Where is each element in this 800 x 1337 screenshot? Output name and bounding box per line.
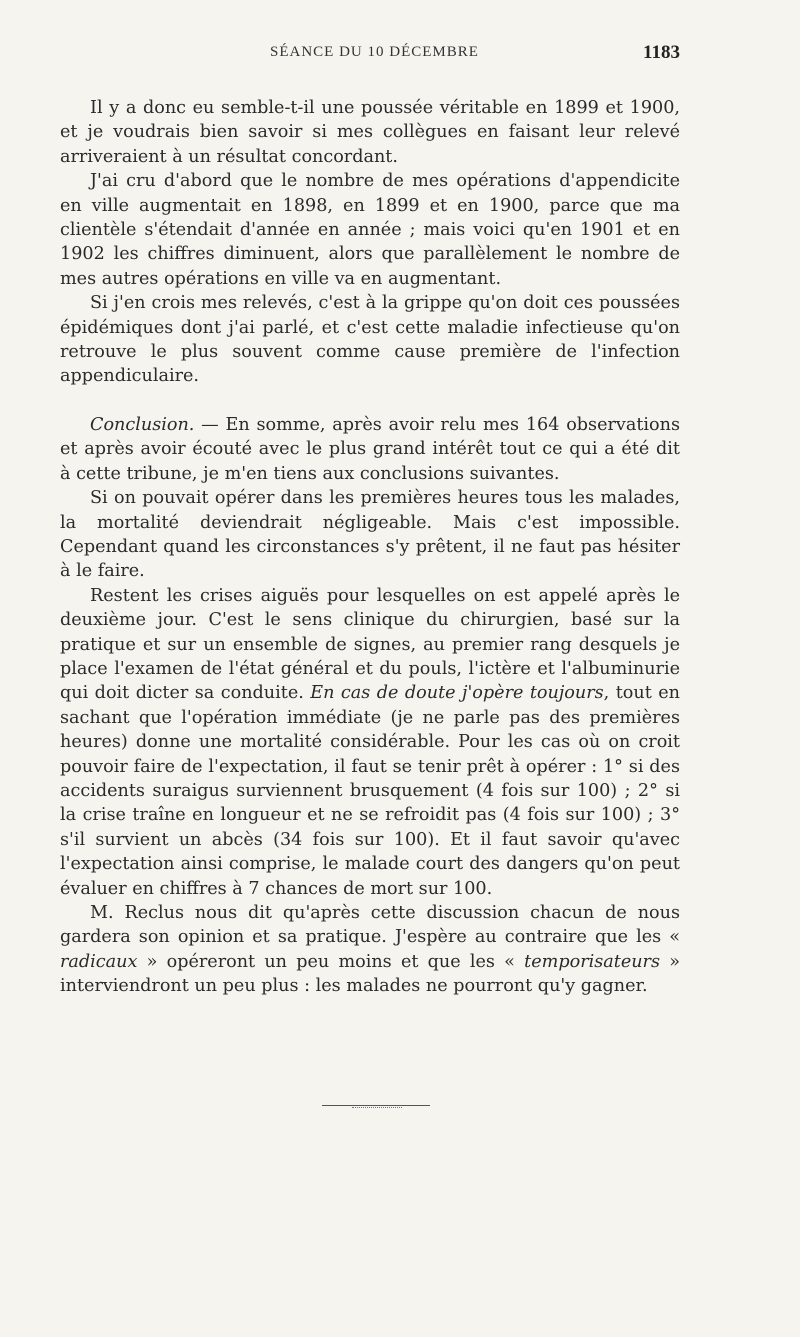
page-number: 1183 [643, 42, 680, 63]
conclusion-heading: Conclusion. [90, 414, 195, 435]
paragraph [60, 169, 680, 291]
section-end-rule [322, 1105, 430, 1106]
paragraph-text: Si j'en crois mes relevés, c'est à la grippe qu'on doit ces poussées épidémiques dont j'ai parlé, et c'est cette maladie infectieuse qu'on retrouve le plus souvent comme cause première de l'infection appendiculaire. [60, 293, 680, 387]
paragraph [60, 291, 680, 389]
page-header [60, 44, 680, 72]
paragraph-text: , tout en sachant que l'opération immédiate (je ne parle pas des premières heures) donne une mortalité considérable. Pour les cas où on croit pouvoir faire de l'expectation, il faut se tenir prêt à opérer : 1° si des accidents suraigus surviennent brusquement (4 fois sur 100) ; 2° si la crise traîne en longueur et ne se refroidit pas (4 fois sur 100) ; 3° s'il survient un abcès (34 fois sur 100). Et il faut savoir qu'avec l'expectation ainsi comprise, le malade court des dangers qu'on peut évaluer en chiffres à 7 chances de mort sur 100. [60, 683, 680, 899]
paragraph-text: Si on pouvait opérer dans les premières heures tous les malades, la mortalité deviendrait négligeable. Mais c'est impossible. Cependant quand les circonstances s'y prêtent, il ne faut pas hésiter à le faire. [60, 488, 680, 582]
conclusion-paragraph [60, 413, 680, 486]
paragraph [60, 96, 680, 169]
body-text [60, 96, 680, 999]
paragraph-text: — En somme, après avoir relu mes 164 observations et après avoir écouté avec le plus grand intérêt tout ce qui a été dit à cette tribune, je m'en tiens aux conclusions suivantes. [60, 414, 680, 484]
running-title: SÉANCE DU 10 DÉCEMBRE [270, 44, 479, 60]
italic-phrase: En cas de doute j'opère toujours [310, 683, 604, 704]
paragraph-text: Restent les crises aiguës pour lesquelles on est appelé après le deuxième jour. C'est le sens clinique du chirurgien, basé sur la pratique et sur un ensemble de signes, au premier rang desquels je place l'examen de l'état général et du pouls, l'ictère et l'albuminurie qui doit dicter sa conduite. [60, 585, 680, 704]
paragraph-text: M. Reclus nous dit qu'après cette discussion chacun de nous gardera son opinion et sa pratique. J'espère au contraire que les « [60, 903, 680, 948]
paragraph-text: » interviendront un peu plus : les malades ne pourront qu'y gagner. [60, 951, 680, 997]
italic-term: temporisateurs [524, 951, 660, 972]
paragraph-text: » opéreront un peu moins et que les « [137, 951, 525, 972]
paragraph [60, 486, 680, 584]
paragraph [60, 901, 680, 999]
paragraph-text: J'ai cru d'abord que le nombre de mes opérations d'appendicite en ville augmentait en 1898, en 1899 et en 1900, parce que ma clientèle s'étendait d'année en année ; mais voici qu'en 1901 et en 1902 les chiffres diminuent, alors que parallèlement le nombre de mes autres opérations en ville va en augmentant. [60, 171, 680, 289]
paragraph-text: Il y a donc eu semble-t-il une poussée véritable en 1899 et 1900, et je voudrais bien savoir si mes collègues en faisant leur relevé arriveraient à un résultat concordant. [60, 98, 680, 167]
paragraph [60, 584, 680, 901]
italic-term: radicaux [60, 951, 138, 972]
